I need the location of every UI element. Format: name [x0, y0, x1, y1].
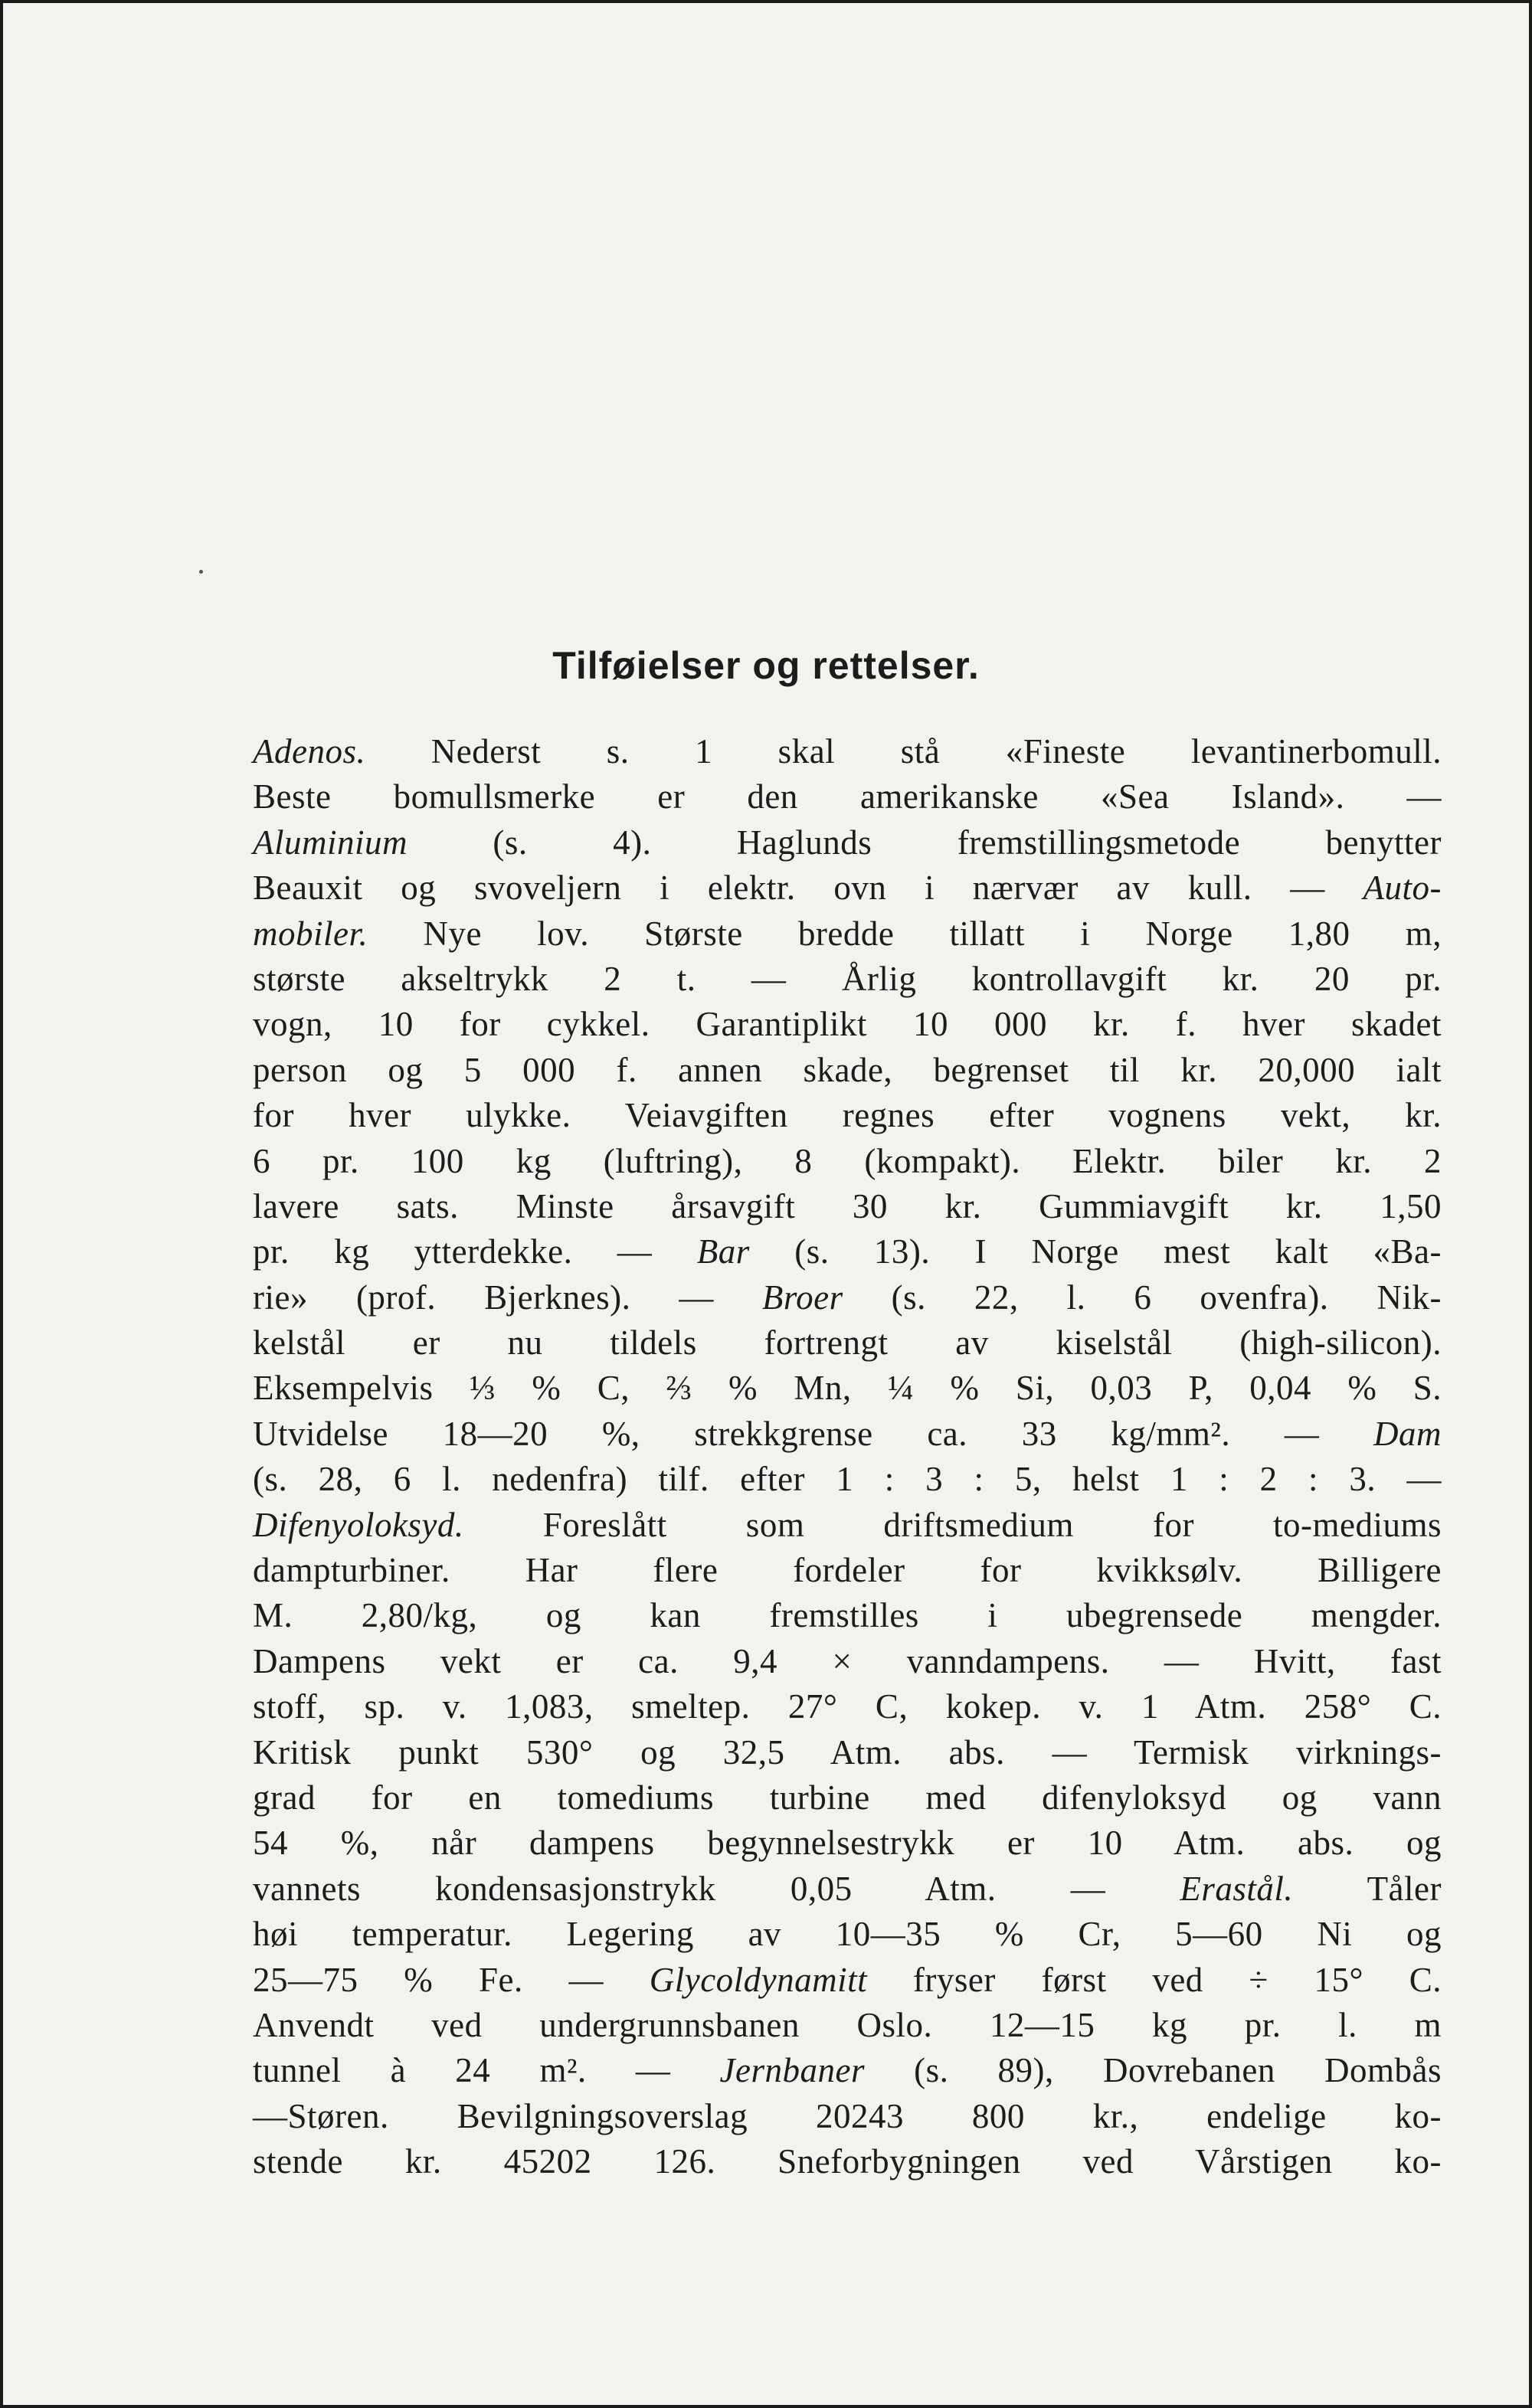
- text-line: [253, 1958, 1442, 2003]
- text-run: (s. 22, l. 6 ovenfra). Nik-: [843, 1278, 1442, 1317]
- text-line: [253, 1548, 1442, 1593]
- italic-term: Broer: [761, 1278, 843, 1317]
- italic-term: Glycoldynamitt: [649, 1960, 868, 1999]
- text-run: (s. 13). I Norge mest kalt «Ba-: [749, 1232, 1442, 1271]
- text-line: [253, 1775, 1442, 1821]
- text-run: 6 pr. 100 kg (luftring), 8 (kompakt). Elektr. biler kr. 2: [253, 1141, 1442, 1180]
- text-run: Beauxit og svoveljern i elektr. ovn i nærvær av kull. —: [253, 869, 1363, 908]
- ink-speck: [199, 570, 203, 574]
- text-line: [253, 1412, 1442, 1457]
- text-run: vannets kondensasjonstrykk 0,05 Atm. —: [253, 1869, 1180, 1908]
- text-run: vogn, 10 for cykkel. Garantiplikt 10 000 kr. f. hver skadet: [253, 1005, 1442, 1044]
- text-line: [253, 1867, 1442, 1912]
- text-line: [253, 2094, 1442, 2139]
- text-line: [253, 1320, 1442, 1366]
- text-line: [253, 1366, 1442, 1411]
- text-line: [253, 1593, 1442, 1638]
- text-line: [253, 911, 1442, 957]
- italic-term: mobiler.: [253, 914, 368, 953]
- text-run: tunnel à 24 m². —: [253, 2051, 720, 2090]
- italic-term: Auto-: [1363, 869, 1442, 908]
- text-run: Beste bomullsmerke er den amerikanske «Sea Island». —: [253, 777, 1442, 816]
- text-line: [253, 1002, 1442, 1047]
- italic-term: Aluminium: [253, 823, 408, 862]
- text-run: største akseltrykk 2 t. — Årlig kontrollavgift kr. 20 pr.: [253, 959, 1442, 998]
- text-line: [253, 1639, 1442, 1684]
- text-line: [253, 729, 1442, 774]
- italic-term: Jernbaner: [719, 2051, 865, 2090]
- book-page: [3, 3, 1529, 2405]
- text-run: stoff, sp. v. 1,083, smeltep. 27° C, kokep. v. 1 Atm. 258° C.: [253, 1687, 1442, 1726]
- text-run: grad for en tomediums turbine med difenyloksyd og vann: [253, 1778, 1442, 1817]
- text-run: —Støren. Bevilgningsoverslag 20243 800 kr., endelige ko-: [253, 2096, 1442, 2135]
- text-run: pr. kg ytterdekke. —: [253, 1232, 697, 1271]
- text-run: (s. 28, 6 l. nedenfra) tilf. efter 1 : 3 : 5, helst 1 : 2 : 3. —: [253, 1460, 1442, 1499]
- text-run: person og 5 000 f. annen skade, begrenset til kr. 20,000 ialt: [253, 1050, 1442, 1089]
- text-line: [253, 2139, 1442, 2184]
- text-line: [253, 1184, 1442, 1229]
- text-run: Kritisk punkt 530° og 32,5 Atm. abs. — Termisk virknings-: [253, 1732, 1442, 1772]
- body-text: [253, 729, 1442, 2185]
- italic-term: Erastål.: [1180, 1869, 1294, 1908]
- text-line: [253, 1912, 1442, 1957]
- italic-term: Adenos.: [253, 732, 366, 770]
- text-run: kelstål er nu tildels fortrengt av kiselstål (high-silicon).: [253, 1323, 1442, 1363]
- text-run: Tåler: [1293, 1869, 1442, 1908]
- text-line: [253, 1275, 1442, 1320]
- text-run: Utvidelse 18—20 %, strekkgrense ca. 33 kg/mm². —: [253, 1414, 1373, 1453]
- text-line: [253, 1048, 1442, 1093]
- text-run: dampturbiner. Har flere fordeler for kvikksølv. Billigere: [253, 1551, 1442, 1590]
- text-line: [253, 1503, 1442, 1548]
- text-line: [253, 957, 1442, 1002]
- page-title: Tilføielser og rettelser.: [552, 644, 980, 687]
- text-run: Nye lov. Største bredde tillatt i Norge 1,80 m,: [368, 914, 1442, 953]
- italic-term: Dam: [1373, 1414, 1442, 1453]
- text-run: Nederst s. 1 skal stå «Fineste levantinerbomull.: [365, 732, 1442, 770]
- text-line: [253, 1821, 1442, 1866]
- italic-term: Bar: [696, 1232, 750, 1271]
- text-line: [253, 1684, 1442, 1729]
- text-line: [253, 1139, 1442, 1184]
- text-run: for hver ulykke. Veiavgiften regnes efter vognens vekt, kr.: [253, 1096, 1442, 1135]
- text-line: [253, 774, 1442, 820]
- text-line: [253, 820, 1442, 865]
- text-run: Eksempelvis ⅓ % C, ⅔ % Mn, ¼ % Si, 0,03 P, 0,04 % S.: [253, 1369, 1442, 1408]
- text-line: [253, 2003, 1442, 2048]
- text-run: Dampens vekt er ca. 9,4 × vanndampens. — Hvitt, fast: [253, 1641, 1442, 1680]
- text-line: [253, 865, 1442, 911]
- text-run: (s. 4). Haglunds fremstillingsmetode benytter: [408, 823, 1442, 862]
- text-run: M. 2,80/kg, og kan fremstilles i ubegrensede mengder.: [253, 1596, 1442, 1635]
- text-run: fryser først ved ÷ 15° C.: [867, 1960, 1442, 1999]
- text-run: (s. 89), Dovrebanen Dombås: [864, 2051, 1442, 2090]
- text-run: Anvendt ved undergrunnsbanen Oslo. 12—15 kg pr. l. m: [253, 2005, 1442, 2044]
- text-run: lavere sats. Minste årsavgift 30 kr. Gummiavgift kr. 1,50: [253, 1186, 1442, 1225]
- text-run: stende kr. 45202 126. Sneforbygningen ved Vårstigen ko-: [253, 2142, 1442, 2181]
- text-line: [253, 1730, 1442, 1775]
- text-run: rie» (prof. Bjerknes). —: [253, 1278, 762, 1317]
- text-line: [253, 2048, 1442, 2093]
- text-run: høi temperatur. Legering av 10—35 % Cr, 5—60 Ni og: [253, 1915, 1442, 1954]
- text-run: Foreslått som driftsmedium for to-mediums: [463, 1505, 1442, 1544]
- italic-term: Difenyoloksyd.: [253, 1505, 464, 1544]
- text-run: 54 %, når dampens begynnelsestrykk er 10 Atm. abs. og: [253, 1824, 1442, 1863]
- text-run: 25—75 % Fe. —: [253, 1960, 650, 1999]
- text-line: [253, 1229, 1442, 1274]
- text-line: [253, 1093, 1442, 1138]
- text-line: [253, 1457, 1442, 1502]
